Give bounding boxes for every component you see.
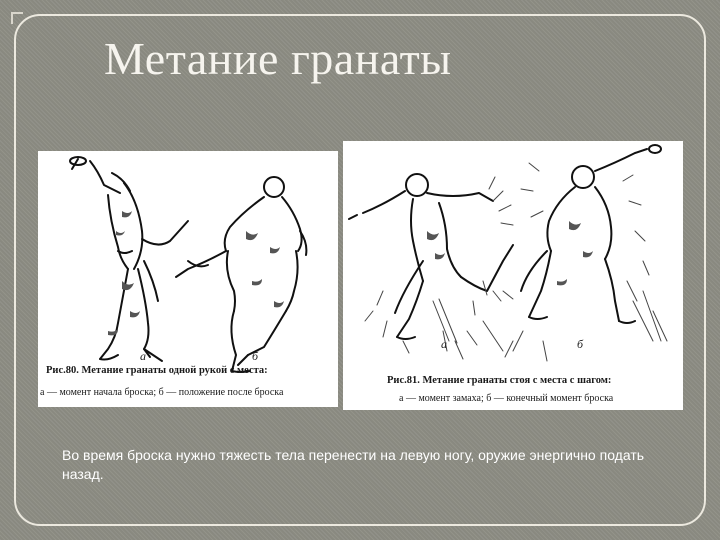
- figure-right-drawing: [343, 141, 683, 410]
- slide-title: Метание гранаты: [104, 33, 452, 84]
- slide-body-text: Во время броска нужно тяжесть тела перенести на левую ногу, оружие энергично подать назад.: [62, 447, 645, 482]
- figure-right-step-throw: [343, 141, 683, 410]
- figure-left-label-b: б: [252, 349, 259, 363]
- figure-right-label-b: б: [577, 337, 584, 351]
- figure-left-label-a: а: [140, 349, 146, 363]
- corner-mark: [11, 12, 23, 24]
- figure-right-caption-line1: Рис.81. Метание гранаты стоя с места с шагом:: [387, 375, 612, 386]
- figure-right-label-a: а: [441, 337, 447, 351]
- figure-right-caption-line2: а — момент замаха; б — конечный момент броска: [399, 393, 614, 404]
- figure-left-caption-line2: а — момент начала броска; б — положение после броска: [40, 387, 284, 398]
- figure-left-one-hand-throw: [38, 151, 338, 407]
- figure-left-caption-line1: Рис.80. Метание гранаты одной рукой с места:: [46, 365, 268, 376]
